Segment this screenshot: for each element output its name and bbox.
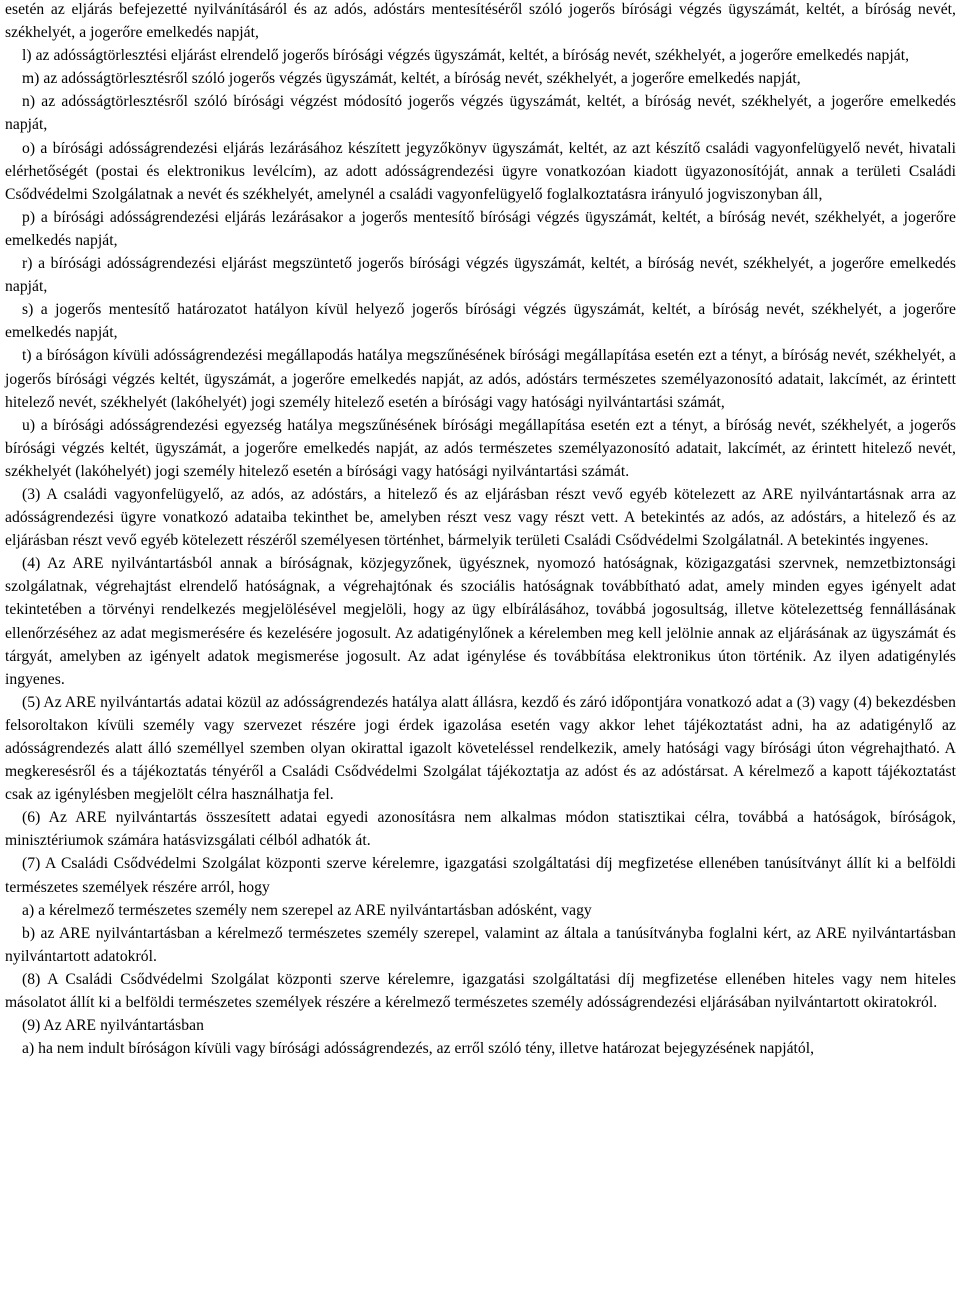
list-item-r: r) a bírósági adósságrendezési eljárást megszüntető jogerős bírósági végzés ügyszámát, keltét, a bíróság nevét, székhelyét, a jogerőre emelkedés napját, [5,255,956,296]
list-item-n: n) az adósságtörlesztésről szóló bírósági végzést módosító jogerős végzés ügyszámát, keltét, a bíróság nevét, székhelyét, a jogerőre emelkedés napját, [5,93,956,134]
list-item-7a: a) a kérelmező természetes személy nem szerepel az ARE nyilvántartásban adósként, vagy [22,901,592,919]
paragraph-k-continuation: esetén az eljárás befejezetté nyilvánításáról és az adós, adóstárs mentesítéséről szóló jogerős bírósági végzés ügyszámát, keltét, a bíróság nevét, székhelyét, a jogerőre emelkedés napját, [5,1,956,42]
list-item-p: p) a bírósági adósságrendezési eljárás lezárásakor a jogerős mentesítő bírósági végzés ügyszámát, keltét, a bíróság nevét, székhelyét, a jogerőre emelkedés napját, [5,208,956,249]
paragraph-section-5: (5) Az ARE nyilvántartás adatai közül az adósságrendezés hatálya alatt állásra, kezdő és záró időpontjára vonatkozó adat a (3) vagy (4) bekezdésben felsoroltakon kívüli személy vagy szervezet részére jogi érdek igazolása esetén vagy akkor lehet tájékoztatást adni, ha az adatigénylő az adósságrendezés alatt álló személlyel szemben olyan okirattal igazolt követeléssel rendelkezik, amely hatósági vagy bírósági úton végrehajtható. A megkeresésről és a tájékoztatás tényéről a Családi Csődvédelmi Szolgálat tájékoztatja az adóst és az adóstársat. A kérelmező a kapott tájékoztatást csak az igénylésben megjelölt célra használhatja fel. [5,693,956,804]
list-item-9a: a) ha nem indult bíróságon kívüli vagy bírósági adósságrendezés, az erről szóló tény, illetve határozat bejegyzésének napjától, [22,1040,815,1058]
paragraph-section-7: (7) A Családi Csődvédelmi Szolgálat központi szerve kérelemre, igazgatási szolgáltatási díj megfizetése ellenében tanúsítványt állít ki a belföldi természetes személyek részére arról, hogy [5,855,956,896]
list-item-u: u) a bírósági adósságrendezési egyezség hatálya megszűnésének bírósági megállapítása esetén ezt a tényt, a bíróság nevét, székhelyét, a jogerős bírósági végzés keltét, ügyszámát, a jogerőre emelkedés napját, az adós természetes személyazonosító adatait, lakcímét, az érintett hitelező nevét, székhelyét (lakóhelyét) jogi személy hitelező esetén a bírósági vagy hatósági nyilvántartási számát. [5,416,956,480]
paragraph-section-3: (3) A családi vagyonfelügyelő, az adós, az adóstárs, a hitelező és az eljárásban részt vevő egyéb kötelezett az ARE nyilvántartásnak arra az adósságrendezési ügyre vonatkozó adataiba tekinthet be, amelyben részt vesz vagy részt vett. A betekintés az adós, az adóstárs, a hitelező és az eljárásban részt vevő egyéb kötelezett részéről személyesen történhet, bármelyik területi Családi Csődvédelmi Szolgálatnál. A betekintés ingyenes. [5,485,956,550]
list-item-t: t) a bíróságon kívüli adósságrendezési megállapodás hatálya megszűnésének bírósági megállapítása esetén ezt a tényt, a bíróság nevét, székhelyét, a jogerős bírósági végzés keltét, ügyszámát, a jogerőre emelkedés napját, az adós, adóstárs természetes személyazonosító adatait, lakcímét, az érintett hitelező nevét, székhelyét (lakóhelyét) jogi személy hitelező esetén a bírósági vagy hatósági nyilvántartási számát, [5,347,956,411]
list-item-l: l) az adósságtörlesztési eljárást elrendelő jogerős bírósági végzés ügyszámát, keltét, a bíróság nevét, székhelyét, a jogerőre emelkedés napját, [22,47,910,65]
list-item-7b: b) az ARE nyilvántartásban a kérelmező természetes személy szerepel, valamint az általa a tanúsítványba foglalni kért, az ARE nyilvántartásban nyilvántartott adatokról. [5,924,956,965]
list-item-s: s) a jogerős mentesítő határozatot hatályon kívül helyező jogerős bírósági végzés ügyszámát, keltét, a bíróság nevét, székhelyét, a jogerőre emelkedés napját, [5,301,956,342]
list-item-o: o) a bírósági adósságrendezési eljárás lezárásához készített jegyzőkönyv ügyszámát, keltét, az azt készítő családi vagyonfelügyelő nevét, hivatali elérhetőségét (postai és elektronikus levélcím), az adott adósságrendezési ügyre vonatkozóan kiadott ügyazonosítóját, annak a területi Családi Csődvédelmi Szolgálatnak a nevét és székhelyét, amelynél a családi vagyonfelügyelő foglalkoztatásra irányuló jogviszonyban áll, [5,139,956,203]
paragraph-section-8: (8) A Családi Csődvédelmi Szolgálat központi szerve kérelemre, igazgatási szolgáltatási díj megfizetése ellenében hiteles vagy nem hiteles másolatot állít ki a belföldi természetes személyek részére a kérelmező természetes személy adósságrendezési eljárásában nyilvántartott okiratokról. [5,970,956,1012]
list-item-m: m) az adósságtörlesztésről szóló jogerős végzés ügyszámát, keltét, a bíróság nevét, székhelyét, a jogerőre emelkedés napját, [22,70,801,88]
paragraph-section-6: (6) Az ARE nyilvántartás összesített adatai egyedi azonosításra nem alkalmas módon statisztikai célra, továbbá a hatóságok, bíróságok, minisztériumok számára hatásvizsgálati célból adhatók át. [5,809,956,850]
paragraph-section-4: (4) Az ARE nyilvántartásból annak a bíróságnak, közjegyzőnek, ügyésznek, nyomozó hatóságnak, közigazgatási szervnek, nemzetbiztonsági szolgálatnak, végrehajtást elrendelő hatóságnak, a végrehajtónak és szociális hatóságnak továbbítható adat, amely minden egyes igényelt adat tekintetében a törvényi rendelkezés megjelölésével megjelöli, hogy az ügy elbírálásához, továbbá jogosultság, illetve kötelezettség fennállásának ellenőrzéséhez az adat megismerésére és kezelésére jogosult. Az adatigénylőnek a kérelemben meg kell jelölnie annak az eljárásának az ügyszámát és tárgyát, amelyben az igényelt adatok megismerése jogosult. Az adat igénylése és továbbítása elektronikus úton történik. Az ilyen adatigénylés ingyenes. [5,555,956,688]
paragraph-section-9: (9) Az ARE nyilvántartásban [22,1017,204,1035]
